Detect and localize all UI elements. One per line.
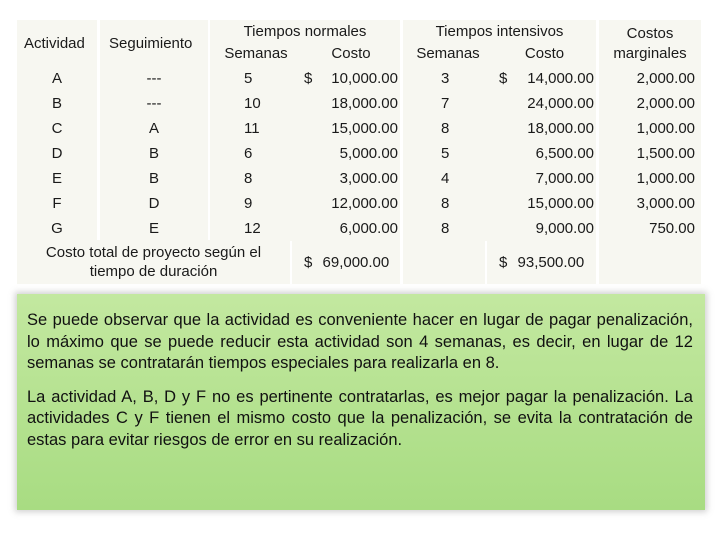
cell-act [17, 166, 97, 191]
cell-value: --- [146, 95, 162, 112]
cell-value: 11 [244, 120, 260, 137]
cell-costo-n [302, 191, 400, 216]
total-label [17, 240, 290, 284]
cell-costo-i [493, 166, 596, 191]
cell-value: F [52, 195, 62, 212]
cell-value: 10 [244, 95, 261, 112]
cell-act [17, 116, 97, 141]
cell-costo-i [493, 216, 596, 241]
cell-value: D [51, 145, 63, 162]
cell-sem-n [210, 91, 302, 116]
header-semanas-intensivo: Semanas [403, 43, 493, 66]
cell-value: 24,000.00 [527, 95, 594, 112]
cell-marg [599, 141, 701, 166]
cell-costo-n [302, 141, 400, 166]
cell-value: 12 [244, 220, 261, 237]
total-intensivo-currency: $ [499, 254, 508, 271]
header-tiempos-normales: Tiempos normales [210, 20, 400, 43]
cell-act [17, 91, 97, 116]
cell-value: C [51, 120, 63, 137]
cell-costo-n [302, 91, 400, 116]
header-costos-marginales-line2: marginales [613, 45, 687, 62]
total-label-line1: Costo total de proyecto según el [45, 244, 262, 261]
header-costos-marginales [599, 20, 701, 66]
total-empty-cell [403, 240, 485, 284]
cell-sem-n [210, 141, 302, 166]
cell-value: 8 [441, 195, 450, 212]
cell-value: 5,000.00 [339, 145, 398, 162]
cell-value: 3,000.00 [339, 170, 398, 187]
cell-value: 8 [441, 120, 450, 137]
cell-value: 12,000.00 [331, 195, 398, 212]
cell-value: 5 [441, 145, 450, 162]
cell-sem-n [210, 191, 302, 216]
cell-sem-i [403, 66, 493, 91]
header-seguimiento: Seguimiento [100, 20, 208, 66]
cell-value: 14,000.00 [527, 70, 594, 87]
cell-seg [100, 141, 208, 166]
currency-symbol: $ [304, 70, 313, 87]
cell-value: 18,000.00 [331, 95, 398, 112]
cell-sem-i [403, 191, 493, 216]
cell-value: 10,000.00 [331, 70, 398, 87]
header-tiempos-intensivos: Tiempos intensivos [403, 20, 596, 43]
note-paragraph-1: Se puede observar que la actividad es conveniente hacer en lugar de pagar penalización, lo máximo que se puede reducir esta actividad son 4 semanas, es decir, en lugar de 12 semanas se contratarán tiempos especiales para realizarla en 8. [27, 311, 693, 372]
cell-sem-n [210, 66, 302, 91]
cell-value: A [148, 120, 159, 137]
cell-sem-i [403, 141, 493, 166]
cell-value: 9,000.00 [535, 220, 594, 237]
cell-sem-n [210, 216, 302, 241]
cell-sem-i [403, 216, 493, 241]
cell-value: 5 [244, 70, 253, 87]
cell-value: 1,000.00 [636, 120, 695, 137]
cell-value: --- [146, 70, 162, 87]
total-normal-value: 69,000.00 [322, 254, 390, 271]
cell-costo-i [493, 91, 596, 116]
cell-value: E [148, 220, 159, 237]
cell-costo-i [493, 66, 596, 91]
total-intensivo-value: 93,500.00 [517, 254, 585, 271]
cell-value: 3,000.00 [636, 195, 695, 212]
cell-seg [100, 66, 208, 91]
header-costo-normal: Costo [302, 43, 400, 66]
cell-value: 15,000.00 [527, 195, 594, 212]
cell-act [17, 191, 97, 216]
cell-value: A [51, 70, 62, 87]
cell-value: 2,000.00 [636, 70, 695, 87]
cell-sem-n [210, 166, 302, 191]
cell-seg [100, 191, 208, 216]
cell-marg [599, 191, 701, 216]
cell-value: 6 [244, 145, 253, 162]
cell-costo-n [302, 66, 400, 91]
cell-seg [100, 166, 208, 191]
cell-costo-i [493, 191, 596, 216]
cell-value: 2,000.00 [636, 95, 695, 112]
cell-value: 9 [244, 195, 253, 212]
cell-value: 7,000.00 [535, 170, 594, 187]
cell-value: 1,500.00 [636, 145, 695, 162]
cell-value: 7 [441, 95, 450, 112]
cell-sem-i [403, 91, 493, 116]
cell-act [17, 66, 97, 91]
total-normal-cell [292, 240, 400, 284]
cell-marg [599, 166, 701, 191]
cell-value: 6,000.00 [339, 220, 398, 237]
cell-costo-n [302, 166, 400, 191]
header-actividad: Actividad [17, 20, 97, 66]
total-intensivo-cell [487, 240, 596, 284]
cell-sem-i [403, 116, 493, 141]
header-costo-intensivo: Costo [493, 43, 596, 66]
cell-value: 1,000.00 [636, 170, 695, 187]
cell-sem-i [403, 166, 493, 191]
total-marginal-empty-cell [599, 240, 701, 284]
cell-act [17, 216, 97, 241]
cell-costo-n [302, 116, 400, 141]
cell-costo-i [493, 116, 596, 141]
cell-value: 6,500.00 [535, 145, 594, 162]
cell-value: G [51, 220, 63, 237]
total-normal-currency: $ [304, 254, 313, 271]
header-semanas-normal: Semanas [210, 43, 302, 66]
cell-value: B [51, 95, 62, 112]
cell-marg [599, 66, 701, 91]
cell-value: 750.00 [649, 220, 695, 237]
cell-seg [100, 91, 208, 116]
conclusion-note [17, 294, 705, 510]
currency-symbol: $ [499, 70, 508, 87]
cell-value: B [148, 170, 159, 187]
cell-value: 3 [441, 70, 450, 87]
cell-value: D [148, 195, 160, 212]
cell-value: 8 [244, 170, 253, 187]
header-costos-marginales-line1: Costos [626, 25, 674, 42]
cell-value: 18,000.00 [527, 120, 594, 137]
cell-value: 4 [441, 170, 450, 187]
cell-marg [599, 116, 701, 141]
cell-costo-i [493, 141, 596, 166]
cell-act [17, 141, 97, 166]
cell-marg [599, 216, 701, 241]
cell-value: B [148, 145, 159, 162]
cell-value: E [51, 170, 62, 187]
cell-sem-n [210, 116, 302, 141]
cell-value: 8 [441, 220, 450, 237]
cell-marg [599, 91, 701, 116]
cell-seg [100, 216, 208, 241]
cell-value: 15,000.00 [331, 120, 398, 137]
cell-costo-n [302, 216, 400, 241]
total-label-line2: tiempo de duración [89, 263, 218, 280]
cell-seg [100, 116, 208, 141]
note-paragraph-2: La actividad A, B, D y F no es pertinente contratarlas, es mejor pagar la penalización. La actividades C y F tienen el mismo costo que la penalización, se evita la contratación de estas para evitar riesgos de error en su realización. [27, 387, 693, 449]
